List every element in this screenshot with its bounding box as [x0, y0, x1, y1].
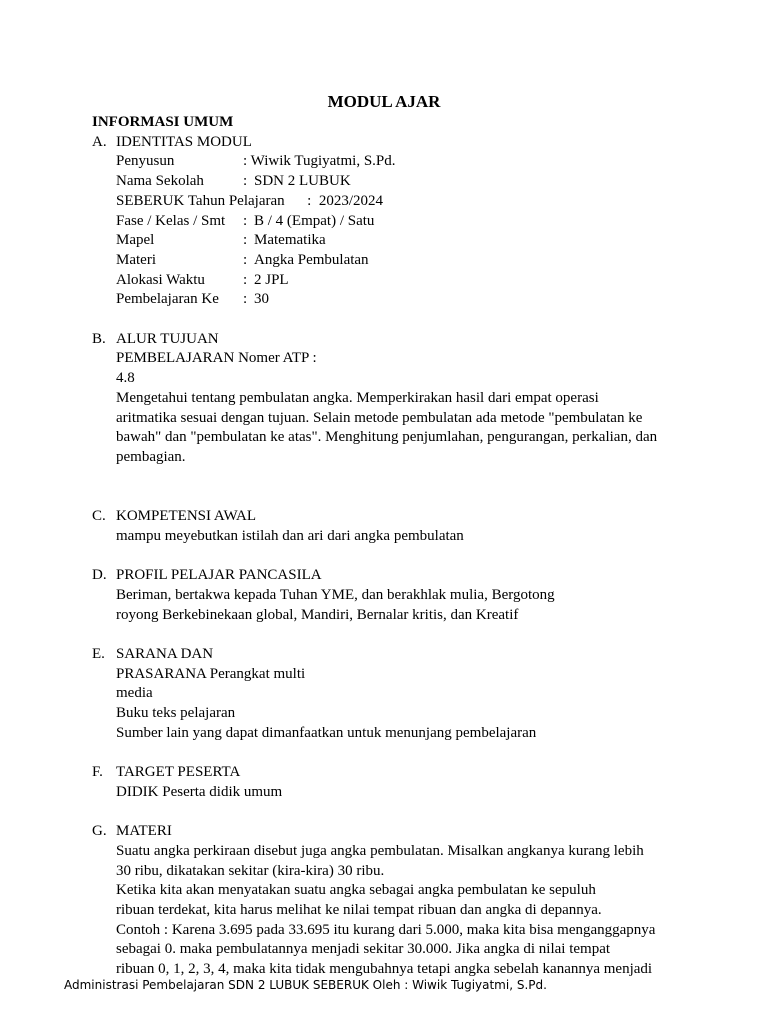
section-c [92, 507, 672, 546]
identity-colon: : [243, 271, 248, 288]
section-b-line: Mengetahui tentang pembulatan angka. Memperkirakan hasil dari empat operasi [116, 389, 599, 406]
section-e-line: Buku teks pelajaran [116, 705, 236, 722]
identity-label: Mapel [116, 232, 155, 249]
section-g-line: 30 ribu, dikatakan sekitar (kira-kira) 30 ribu. [116, 862, 385, 879]
identity-colon: : [243, 212, 248, 229]
informasi-umum-heading: INFORMASI UMUM [92, 114, 234, 130]
identity-label: Pembelajaran Ke [116, 291, 219, 308]
section-d [92, 566, 672, 625]
section-b-line: aritmatika sesuai dengan tujuan. Selain metode pembulatan ada metode "pembulatan ke [116, 409, 643, 426]
sekolah-colon: : [243, 173, 248, 190]
section-e-line: media [116, 685, 153, 702]
section-e-line: PRASARANA Perangkat multi [116, 665, 306, 682]
sekolah-label: Nama Sekolah [116, 173, 204, 190]
section-e [92, 645, 672, 744]
section-b-letter: B. [92, 330, 106, 347]
section-g [92, 822, 672, 980]
document-title: MODUL AJAR [327, 92, 441, 111]
document-body [92, 113, 672, 980]
identity-colon: : [243, 232, 248, 249]
identity-row [116, 290, 672, 310]
section-f-letter: F. [92, 764, 103, 781]
section-g-heading: MATERI [116, 823, 172, 840]
section-e-heading: SARANA DAN [116, 645, 214, 662]
sekolah-value: SDN 2 LUBUK [254, 173, 351, 190]
identity-row [116, 231, 672, 251]
identity-label: Materi [116, 251, 156, 268]
identity-value: Angka Pembulatan [254, 251, 369, 268]
section-a-letter: A. [92, 133, 107, 150]
section-d-heading: PROFIL PELAJAR PANCASILA [116, 567, 322, 584]
section-b-line: pembagian. [116, 448, 186, 465]
section-c-heading: KOMPETENSI AWAL [116, 508, 257, 525]
identity-value: Matematika [254, 232, 326, 249]
section-d-line: royong Berkebinekaan global, Mandiri, Bernalar kritis, dan Kreatif [116, 606, 519, 623]
section-a [92, 133, 672, 310]
tahun-pelajaran-line: SEBERUK Tahun Pelajaran : 2023/2024 [116, 192, 383, 209]
identity-row [116, 271, 672, 291]
section-e-line: Sumber lain yang dapat dimanfaatkan untuk menunjang pembelajaran [116, 724, 537, 741]
identity-colon: : [243, 251, 248, 268]
section-a-heading: IDENTITAS MODUL [116, 133, 252, 150]
section-g-line: ribuan terdekat, kita harus melihat ke nilai tempat ribuan dan angka di depannya. [116, 902, 602, 919]
section-b [92, 330, 672, 468]
section-c-letter: C. [92, 508, 106, 525]
section-d-line: Beriman, bertakwa kepada Tuhan YME, dan berakhlak mulia, Bergotong [116, 586, 555, 603]
identity-label: Alokasi Waktu [116, 271, 205, 288]
identity-value: B / 4 (Empat) / Satu [254, 212, 375, 229]
section-c-line: mampu meyebutkan istilah dan ari dari angka pembulatan [116, 527, 464, 544]
section-f-heading: TARGET PESERTA [116, 764, 241, 781]
section-g-line: Suatu angka perkiraan disebut juga angka pembulatan. Misalkan angkanya kurang lebih [116, 842, 644, 859]
section-g-line: ribuan 0, 1, 2, 3, 4, maka kita tidak mengubahnya tetapi angka sebelah kanannya menjadi [116, 961, 653, 978]
section-b-line: PEMBELAJARAN Nomer ATP : [116, 350, 317, 367]
identity-value: 30 [254, 291, 269, 308]
section-g-line: sebagai 0. maka pembulatannya menjadi sekitar 30.000. Jika angka di nilai tempat [116, 941, 611, 958]
page-footer: Administrasi Pembelajaran SDN 2 LUBUK SEBERUK Oleh : Wiwik Tugiyatmi, S.Pd. [64, 978, 547, 992]
penyusun-value: : Wiwik Tugiyatmi, S.Pd. [243, 153, 396, 170]
section-g-letter: G. [92, 823, 107, 840]
section-g-line: Contoh : Karena 3.695 pada 33.695 itu kurang dari 5.000, maka kita bisa menganggapnya [116, 921, 656, 938]
identity-value: 2 JPL [254, 271, 289, 288]
penyusun-row [116, 152, 672, 172]
identity-colon: : [243, 291, 248, 308]
identity-row [116, 212, 672, 232]
section-f-line: DIDIK Peserta didik umum [116, 783, 283, 800]
sekolah-row [116, 172, 672, 192]
identity-label: Fase / Kelas / Smt [116, 212, 226, 229]
penyusun-label: Penyusun [116, 153, 175, 170]
section-g-line: Ketika kita akan menyatakan suatu angka sebagai angka pembulatan ke sepuluh [116, 882, 596, 899]
section-f [92, 763, 672, 802]
section-e-letter: E. [92, 645, 105, 662]
section-d-letter: D. [92, 567, 107, 584]
section-b-line: bawah" dan "pembulatan ke atas". Menghitung penjumlahan, pengurangan, perkalian, dan [116, 429, 658, 446]
identity-row [116, 251, 672, 271]
section-b-line: 4.8 [116, 370, 135, 387]
section-b-heading: ALUR TUJUAN [116, 330, 219, 347]
